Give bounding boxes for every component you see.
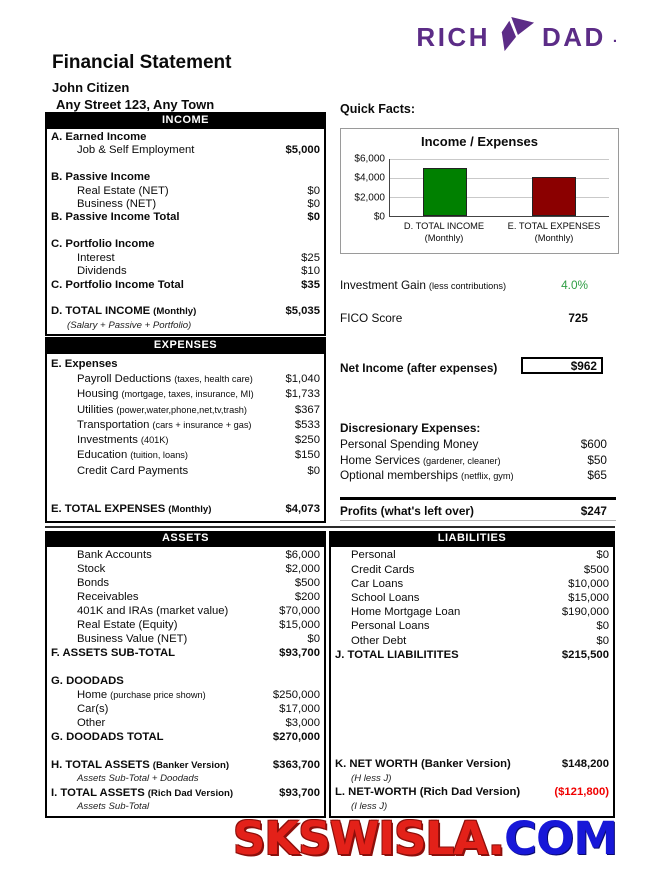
net-worth-banker-note: (H less J) [351, 772, 392, 784]
liability-row: Personal Loans $0 [351, 620, 609, 633]
asset-row: Bonds $500 [77, 577, 320, 590]
total-expenses-row: E. TOTAL EXPENSES (Monthly) $4,073 [51, 503, 320, 516]
logo-word-rich: RICH [416, 22, 490, 52]
y-tick-label: $0 [373, 211, 385, 223]
income-row: C. Portfolio Income [51, 238, 155, 251]
net-worth-banker-row: K. NET WORTH (Banker Version) $148,200 [335, 757, 609, 770]
page-title: Financial Statement [52, 52, 232, 73]
total-income-row: D. TOTAL INCOME (Monthly) $5,035 [51, 305, 320, 318]
x-axis-labels [389, 221, 609, 244]
expenses-row: E. Expenses [51, 357, 118, 370]
fico-score-value: 725 [568, 311, 588, 325]
assets-section-header: ASSETS [45, 531, 326, 545]
expenses-box [45, 352, 326, 523]
doodad-row: Other $3,000 [77, 716, 320, 729]
spacer-row [47, 661, 324, 675]
total-assets-richdad-note: Assets Sub-Total [77, 801, 150, 813]
doodad-row: Home (purchase price shown) $250,000 [77, 688, 320, 701]
person-address: Any Street 123, Any Town [56, 97, 215, 112]
chart-plot-area [389, 159, 609, 217]
fico-score-row: FICO Score 725 [340, 311, 588, 325]
section-divider [45, 526, 615, 528]
logo-period: . [612, 29, 617, 46]
total-assets-banker-note: Assets Sub-Total + Doodads [77, 773, 199, 785]
total-assets-banker-row: H. TOTAL ASSETS (Banker Version) $363,700 [51, 758, 320, 771]
spacer-row [47, 158, 324, 171]
chart-title: Income / Expenses [420, 134, 539, 149]
liability-row: School Loans $15,000 [351, 592, 609, 604]
income-total-row: C. Portfolio Income Total $35 [51, 278, 320, 291]
discretionary-row: Personal Spending Money $600 [340, 437, 607, 451]
investment-gain-value: 4.0% [561, 278, 588, 292]
expenses-row: Investments (401K) $250 [77, 434, 320, 447]
gridline [390, 159, 609, 160]
income-box [45, 127, 326, 336]
liability-row: Personal $0 [351, 549, 609, 562]
liabilities-section-header: LIABILITIES [329, 531, 615, 545]
y-tick-label: $6,000 [354, 153, 385, 165]
net-income-value-box [521, 357, 603, 374]
rich-dad-emblem-icon [497, 16, 535, 59]
thin-rule [340, 520, 616, 521]
quick-facts-heading: Quick Facts: [340, 102, 416, 116]
expenses-row: Housing (mortgage, taxes, insurance, MI) $1,733 [77, 388, 320, 401]
expenses-bar [532, 177, 576, 216]
y-tick-label: $4,000 [354, 172, 385, 184]
investment-gain-row: Investment Gain (less contributions) 4.0% [340, 278, 588, 292]
expenses-row: Credit Card Payments $0 [77, 464, 320, 477]
liability-row: Credit Cards $500 [351, 563, 609, 576]
liability-row: Home Mortgage Loan $190,000 [351, 606, 609, 619]
income-row: Interest $25 [77, 251, 320, 264]
asset-row: Bank Accounts $6,000 [77, 549, 320, 562]
doodads-total-row: G. DOODADS TOTAL $270,000 [51, 730, 320, 743]
liability-row: Car Loans $10,000 [351, 577, 609, 590]
income-expenses-chart [340, 128, 619, 254]
assets-box [45, 545, 326, 818]
doodad-row: Car(s) $17,000 [77, 702, 320, 715]
income-row: Business (NET) $0 [77, 198, 320, 211]
expenses-row: Education (tuition, loans) $150 [77, 449, 320, 462]
watermark-red-text: SKSWISLA. [233, 812, 504, 865]
discretionary-row: Home Services (gardener, cleaner) $50 [340, 452, 607, 467]
asset-row: Stock $2,000 [77, 563, 320, 576]
expenses-row: Payroll Deductions (taxes, health care) $1,040 [77, 373, 320, 385]
income-row: Real Estate (NET) $0 [77, 184, 320, 197]
asset-row: 401K and IRAs (market value) $70,000 [77, 605, 320, 618]
spacer-row [47, 292, 324, 305]
income-bar [423, 168, 467, 216]
liabilities-box [329, 545, 615, 818]
assets-subtotal-row: F. ASSETS SUB-TOTAL $93,700 [51, 647, 320, 659]
profits-row: Profits (what's left over) $247 [340, 504, 607, 518]
liability-row: Other Debt $0 [351, 634, 609, 647]
total-assets-richdad-row: I. TOTAL ASSETS (Rich Dad Version) $93,700 [51, 786, 320, 799]
discretionary-heading: Discresionary Expenses: [340, 421, 481, 435]
net-worth-richdad-note: (I less J) [351, 801, 388, 813]
expenses-row: Transportation (cars + insurance + gas) $533 [77, 418, 320, 431]
discretionary-row: Optional memberships (netflix, gym) $65 [340, 468, 607, 482]
spacer-row [47, 225, 324, 238]
income-row: B. Passive Income [51, 171, 151, 184]
spacer-row [47, 744, 324, 758]
income-row: A. Earned Income [51, 131, 147, 144]
person-name: John Citizen [52, 80, 130, 95]
total-income-note: (Salary + Passive + Portfolio) [67, 319, 192, 331]
income-total-row: B. Passive Income Total $0 [51, 211, 320, 224]
x-category-label: E. TOTAL EXPENSES (Monthly) [507, 221, 601, 243]
asset-row: Real Estate (Equity) $15,000 [77, 619, 320, 632]
net-income-label: Net Income (after expenses) [340, 361, 498, 375]
doodads-heading-row: G. DOODADS [51, 674, 124, 687]
asset-row: Receivables $200 [77, 591, 320, 604]
double-rule [340, 497, 616, 500]
asset-row: Business Value (NET) $0 [77, 633, 320, 646]
income-row: Dividends $10 [77, 265, 320, 278]
income-row: Job & Self Employment $5,000 [77, 144, 320, 157]
income-section-header: INCOME [45, 112, 326, 127]
rich-dad-logo [416, 16, 617, 59]
negative-net-worth-value: ($121,800) [554, 786, 609, 799]
watermark-blue-text: COM [503, 812, 617, 865]
x-category-label: D. TOTAL INCOME (Monthly) [403, 221, 485, 243]
expenses-section-header: EXPENSES [45, 337, 326, 352]
net-worth-richdad-row: L. NET-WORTH (Rich Dad Version) ($121,800) [335, 786, 609, 799]
spacer [331, 663, 613, 758]
skswisla-watermark [233, 812, 617, 865]
net-income-value: $962 [570, 358, 597, 373]
expenses-row: Utilities (power,water,phone,net,tv,trash) $367 [77, 403, 320, 416]
logo-word-dad: DAD [541, 22, 606, 52]
y-tick-label: $2,000 [354, 192, 385, 204]
total-liabilities-row: J. TOTAL LIABILITITES $215,500 [335, 648, 609, 661]
